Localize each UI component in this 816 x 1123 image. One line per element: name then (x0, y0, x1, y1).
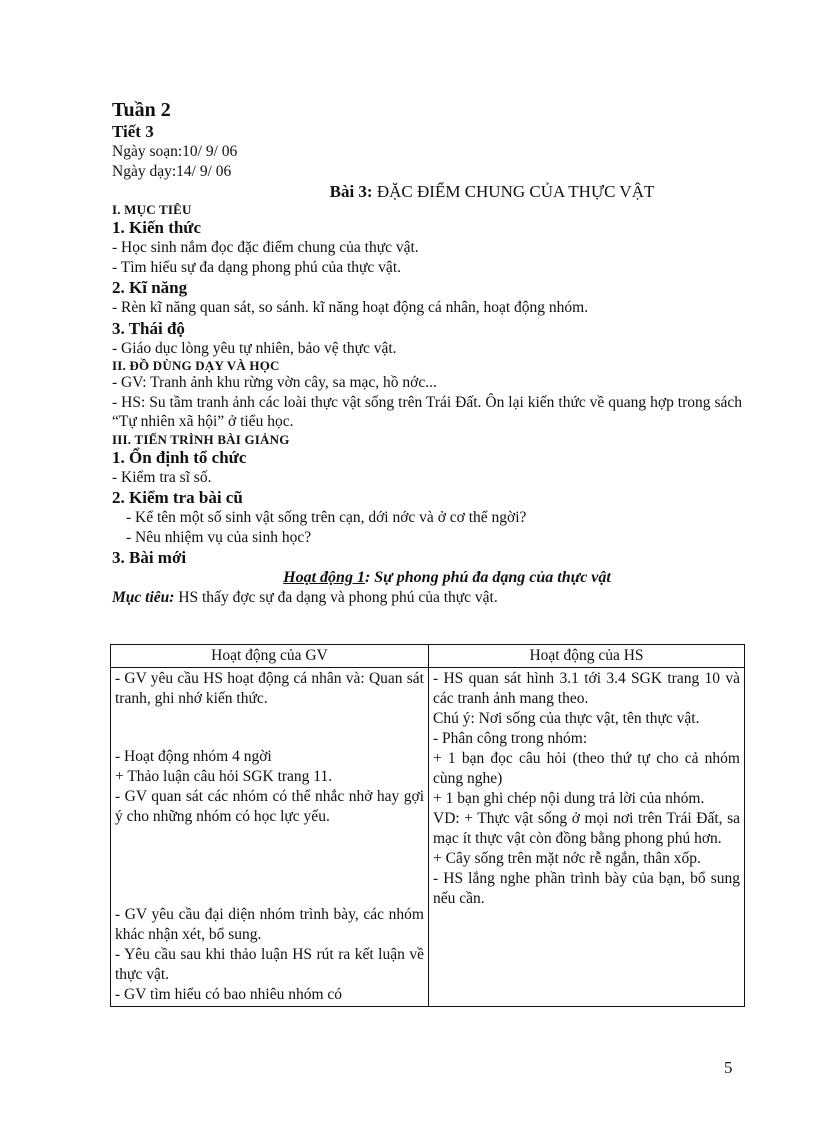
table-header-row (111, 645, 745, 668)
skills-item: - Rèn kĩ năng quan sát, so sánh. kĩ năng hoạt động cá nhân, hoạt động nhóm. (112, 299, 589, 316)
materials-students: - HS: Su tầm tranh ảnh các loài thực vật sống trên Trái Đất. Ôn lại kiến thức về quang hợp trong sách “Tự nhiên xã hội” ở tiểu học. (112, 393, 742, 430)
materials-teacher: - GV: Tranh ảnh khu rừng vờn cây, sa mạc, hồ nớc... (112, 374, 437, 391)
teach-date: Ngày dạy:14/ 9/ 06 (112, 162, 232, 180)
teacher-step: - GV quan sát các nhóm có thể nhắc nhở hay gợi ý cho những nhóm có học lực yếu. (115, 788, 424, 825)
new-lesson-heading: 3. Bài mới (112, 548, 187, 567)
teacher-step: - GV yêu cầu đại diện nhóm trình bày, các nhóm khác nhận xét, bổ sung. (115, 906, 424, 943)
student-step: - HS quan sát hình 3.1 tới 3.4 SGK trang 10 và các tranh ảnh mang theo. (433, 670, 740, 707)
period-heading: Tiết 3 (112, 122, 154, 141)
student-step: - Phân công trong nhóm: (433, 730, 588, 747)
lesson-plan-page (112, 98, 742, 607)
spacer (115, 827, 424, 905)
student-step: + 1 bạn đọc câu hỏi (theo thứ tự cho cả nhóm cùng nghe) (433, 750, 740, 787)
stabilize-heading: 1. Ổn định tổ chức (112, 447, 247, 467)
objective-label: Mục tiêu: (112, 588, 175, 606)
teacher-activities-cell (111, 668, 429, 1007)
student-step: - HS lắng nghe phần trình bày của bạn, bổ sung nếu cần. (433, 870, 740, 907)
lesson-label: Bài 3: (329, 182, 373, 201)
review-question: - Nêu nhiệm vụ của sinh học? (126, 528, 312, 546)
review-question: - Kể tên một số sinh vật sống trên cạn, dới nớc và ở cơ thể ngời? (126, 509, 527, 526)
activity-label: Hoạt động 1 (283, 569, 365, 586)
week-heading: Tuần 2 (112, 99, 171, 121)
teacher-column-header: Hoạt động của GV (111, 645, 429, 668)
teacher-step: - Hoạt động nhóm 4 ngời (115, 748, 272, 765)
knowledge-heading: 1. Kiến thức (112, 218, 202, 237)
student-step: VD: + Thực vật sống ở mọi nơi trên Trái Đất, sa mạc ít thực vật còn đồng bằng phong phú hơn. (433, 810, 740, 847)
lesson-title-text: ĐẶC ĐIỂM CHUNG CỦA THỰC VẬT (376, 182, 655, 201)
student-activities-cell (429, 668, 745, 1007)
teacher-step: + Thảo luận câu hỏi SGK trang 11. (115, 768, 333, 785)
objective-text: HS thấy đợc sự đa dạng và phong phú của thực vật. (174, 588, 498, 606)
review-heading: 2. Kiểm tra bài cũ (112, 488, 243, 507)
attitude-heading: 3. Thái độ (112, 318, 185, 338)
lesson-title (112, 181, 742, 202)
materials-heading: II. ĐỒ DÙNG DẠY VÀ HỌC (112, 358, 280, 373)
process-heading: III. TIẾN TRÌNH BÀI GIẢNG (112, 431, 290, 447)
activity-title-text: : Sự phong phú đa dạng của thực vật (364, 569, 611, 586)
page-number: 5 (724, 1058, 733, 1077)
table-row (111, 668, 745, 1007)
knowledge-item: - Học sinh nắm đọc đặc điểm chung của thực vật. (112, 239, 419, 256)
activity-title (112, 568, 742, 588)
student-step: + Cây sống trên mặt nớc rễ ngắn, thân xốp. (433, 850, 701, 867)
teacher-step: - GV yêu cầu HS hoạt động cá nhân và: Quan sát tranh, ghi nhớ kiến thức. (115, 670, 424, 707)
activity-objective (112, 588, 742, 608)
teacher-step: - GV tìm hiểu có bao nhiêu nhóm có (115, 986, 343, 1003)
stabilize-item: - Kiểm tra sĩ số. (112, 468, 212, 486)
skills-heading: 2. Kĩ năng (112, 278, 188, 297)
teacher-step: - Yêu cầu sau khi thảo luận HS rút ra kết luận về thực vật. (115, 946, 424, 983)
objectives-heading: I. MỤC TIÊU (112, 202, 192, 217)
activity-table (110, 644, 745, 1007)
spacer (115, 709, 424, 747)
attitude-item: - Giáo dục lòng yêu tự nhiên, bảo vệ thực vật. (112, 339, 397, 357)
student-step: + 1 bạn ghi chép nội dung trả lời của nhóm. (433, 790, 705, 807)
prep-date: Ngày soạn:10/ 9/ 06 (112, 143, 238, 160)
student-step: Chú ý: Nơi sống của thực vật, tên thực vật. (433, 710, 700, 727)
knowledge-item: - Tìm hiểu sự đa dạng phong phú của thực vật. (112, 258, 401, 276)
student-column-header: Hoạt động của HS (429, 645, 745, 668)
